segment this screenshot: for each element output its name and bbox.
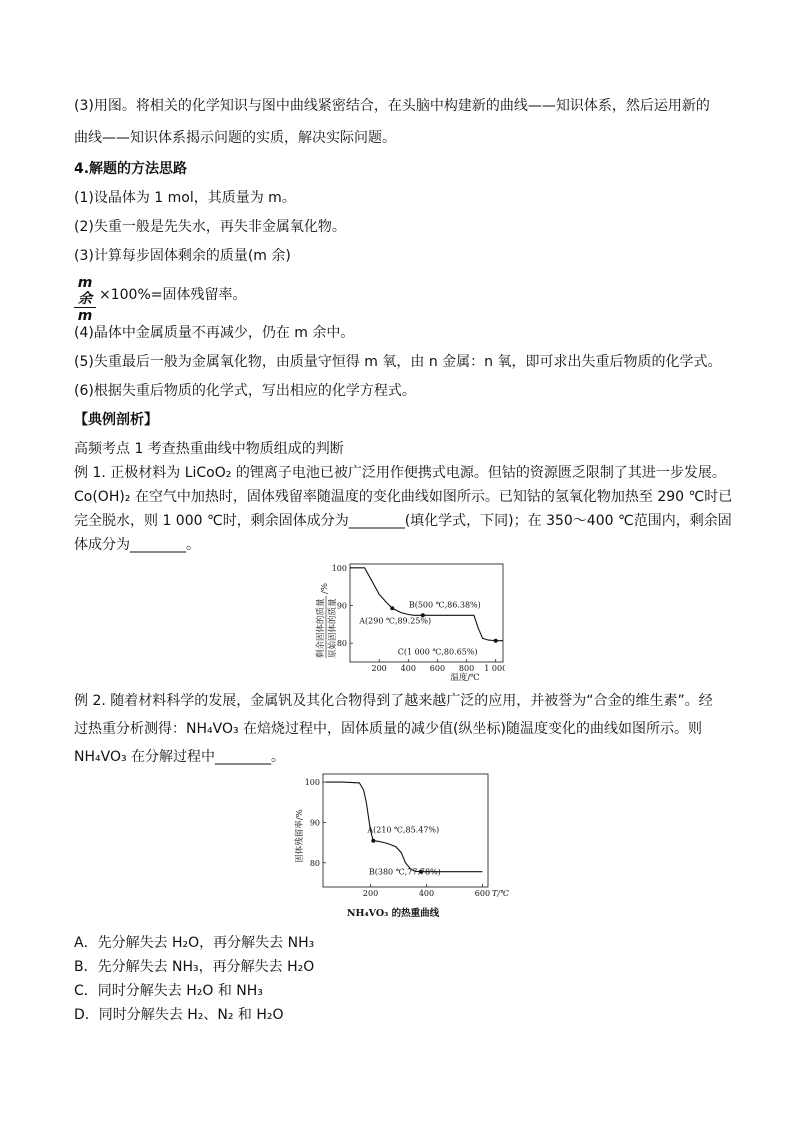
step-line: (5)失重最后一般为金属氧化物，由质量守恒得 m 氧，由 n 金属：n 氧，即可求出失重后物质的化学式。 [74,354,722,370]
fraction-denominator: m [77,308,93,324]
step-line: (2)失重一般是先失水，再失非金属氧化物。 [74,219,346,235]
example-line: Co(OH)₂ 在空气中加热时，固体残留率随温度的变化曲线如图所示。已知钴的氢氧化物加热至 290 ℃时已 [74,489,733,505]
y-axis-label-top: 剩余固体的质量 [316,598,326,658]
point-annotation: B(500 ℃,86.38%) [408,600,481,610]
example-line: 完全脱水，则 1 000 ℃时，剩余固体成分为________(填化学式，下同)；在 350～400 ℃范围内，剩余固 [74,513,732,529]
example-line: 例 1. 正极材料为 LiCoO₂ 的锂离子电池已被广泛用作便携式电源。但钴的资源匮乏限制了其进一步发展。 [74,465,726,481]
x-tick-label: 1 000 [484,664,505,673]
y-axis-label-group [315,583,338,658]
example-line: 过热重分析测得：NH₄VO₃ 在焙烧过程中，固体质量的减少值(纵坐标)随温度变化的曲线如图所示。则 [74,721,702,737]
y-axis-label-unit: /% [320,583,330,594]
x-axis-label: 温度/℃ [450,673,480,682]
x-tick-label: 200 [371,664,387,673]
point-annotation: A(210 ℃,85.47%) [367,825,440,835]
y-axis-label: 固体残留率/% [295,809,305,863]
y-tick-label: 80 [309,858,320,868]
chart-1-svg [305,560,505,682]
x-axis-unit-label: T/℃ [492,889,509,898]
chart-caption: NH₄VO₃ 的热重曲线 [346,908,440,919]
section-heading: 4.解题的方法思路 [74,161,188,177]
figure-nh4vo3-thermogravimetric [288,772,518,928]
data-point-marker [371,839,375,843]
y-tick-label: 100 [331,563,347,573]
fraction-numerator: m余 [74,275,96,308]
example-line: NH₄VO₃ 在分解过程中________。 [74,749,286,765]
step-line: (6)根据失重后物质的化学式，写出相应的化学方程式。 [74,383,416,399]
step-line: (1)设晶体为 1 mol，其质量为 m。 [74,190,296,206]
x-tick-label: 800 [458,664,475,673]
chart-2-svg [288,772,518,924]
y-tick-label: 90 [309,818,320,828]
option-b: B．先分解失去 NH₃，再分解失去 H₂O [74,959,315,975]
paragraph-line: 曲线——知识体系揭示问题的实质，解决实际问题。 [74,130,396,146]
data-point-marker [390,606,394,610]
data-point-marker [494,639,498,643]
mass-fraction [74,275,96,324]
step-line: (4)晶体中金属质量不再减少，仍在 m 余中。 [74,325,355,341]
y-tick-label: 100 [304,778,320,788]
key-point-title: 高频考点 1 考查热重曲线中物质组成的判断 [74,441,344,457]
figure-co-oh2-thermogravimetric [305,560,505,686]
y-axis-label-bottom: 原始固体的质量 [328,598,338,658]
x-tick-label: 600 [429,664,446,673]
option-c: C．同时分解失去 H₂O 和 NH₃ [74,983,263,999]
point-annotation: B(380 ℃,77.78%) [368,867,441,877]
option-a: A．先分解失去 H₂O，再分解失去 NH₃ [74,935,315,951]
x-tick-label: 400 [418,889,435,898]
section-heading: 【典例剖析】 [74,412,158,428]
fraction-suffix: ×100%=固体残留率。 [99,287,247,303]
option-d: D．同时分解失去 H₂、N₂ 和 H₂O [74,1007,284,1023]
point-annotation: A(290 ℃,89.25%) [359,616,432,626]
x-tick-label: 200 [362,889,379,898]
y-tick-label: 80 [336,639,347,649]
x-tick-label: 600 [474,889,491,898]
example-line: 体成分为________。 [74,537,200,553]
x-tick-label: 400 [400,664,416,673]
step-line: (3)计算每步固体剩余的质量(m 余) [74,248,291,264]
example-line: 例 2. 随着材料科学的发展，金属钒及其化合物得到了越来越广泛的应用，并被誉为“合金的维生素”。经 [74,693,713,709]
paragraph-line: (3)用图。将相关的化学知识与图中曲线紧密结合，在头脑中构建新的曲线——知识体系，然后运用新的 [74,98,710,114]
point-annotation: C(1 000 ℃,80.65%) [397,647,478,657]
y-tick-label: 90 [336,601,347,611]
